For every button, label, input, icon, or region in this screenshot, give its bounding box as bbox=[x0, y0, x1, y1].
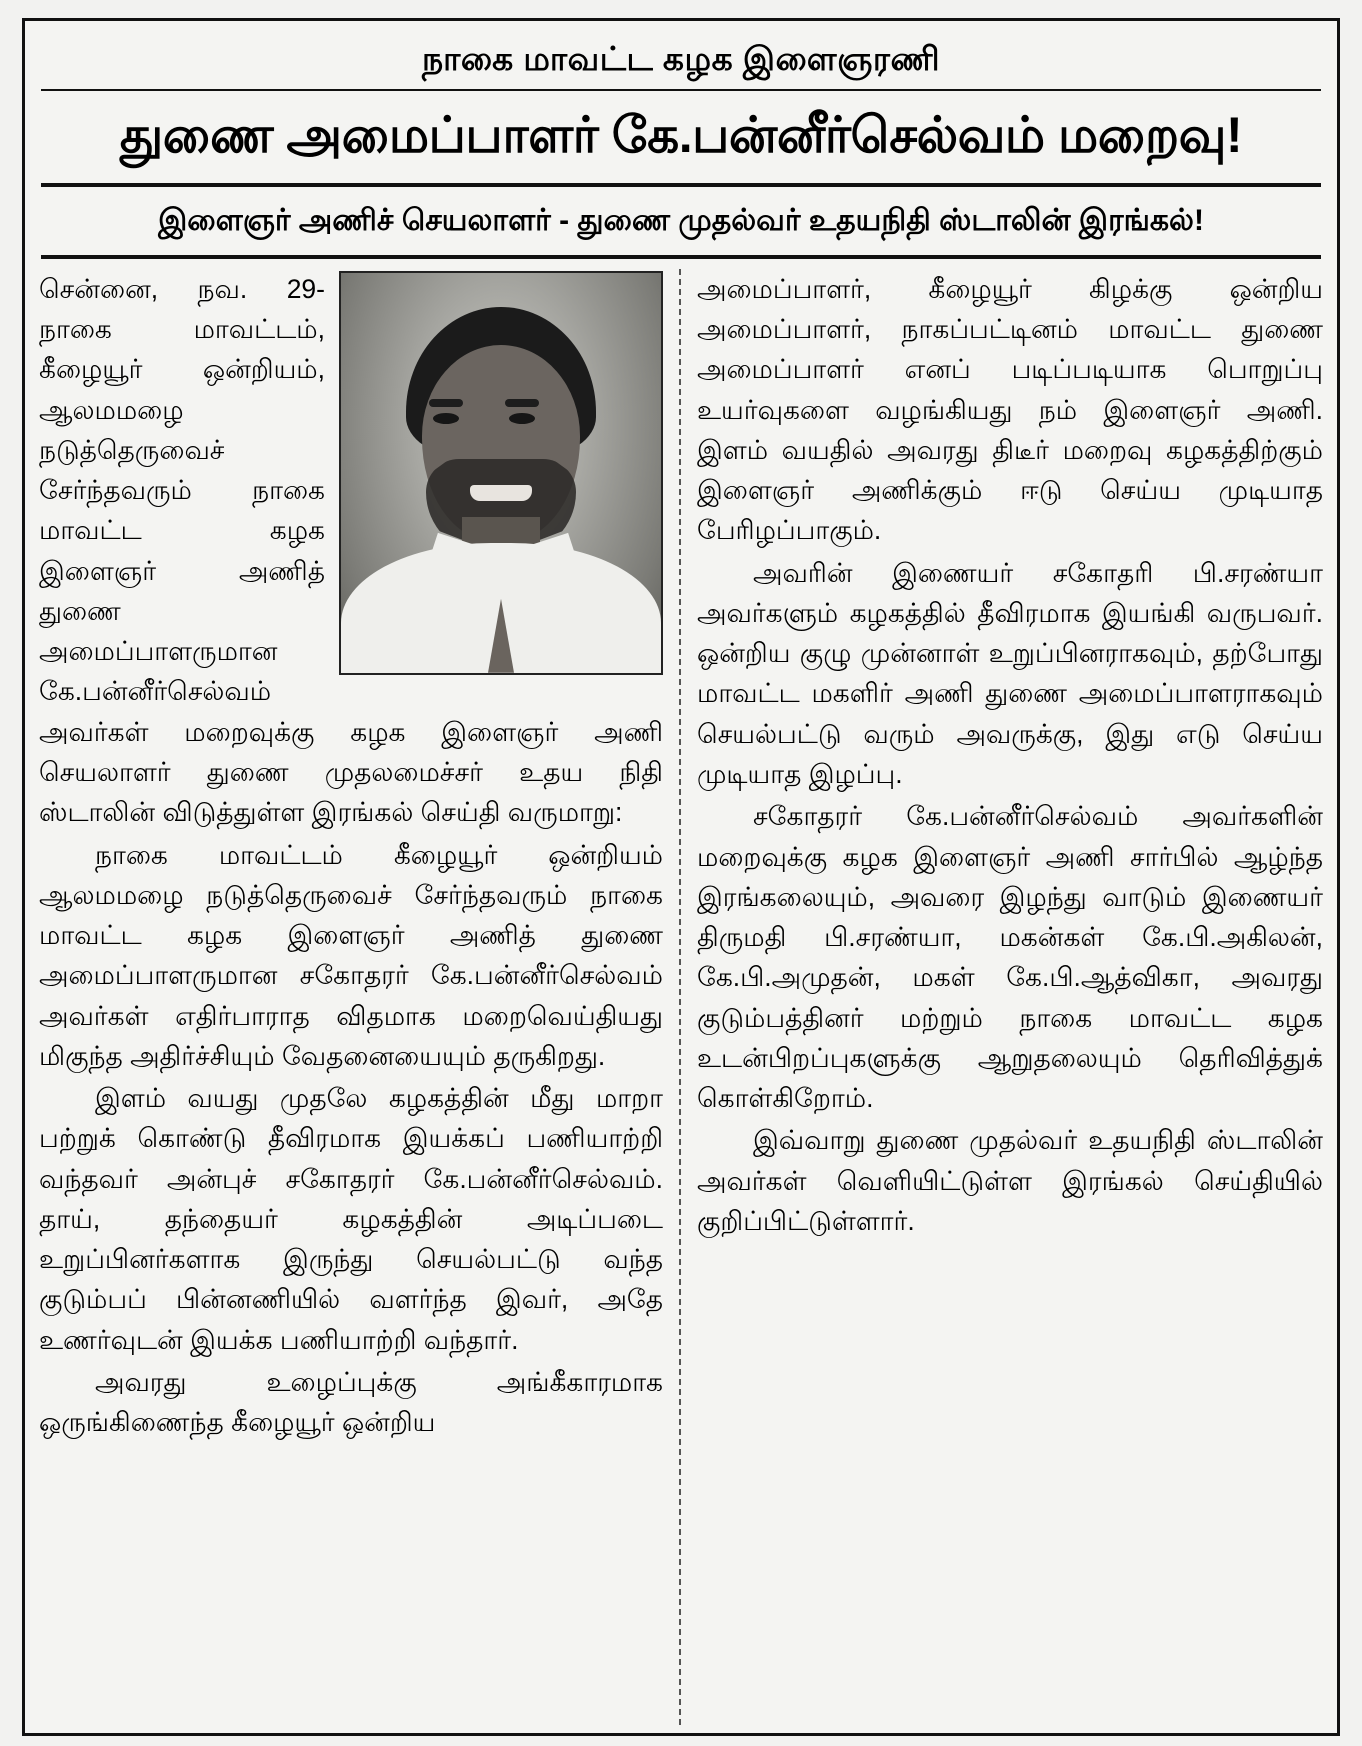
photo-brow-left bbox=[429, 399, 463, 407]
photo-eye-left bbox=[433, 413, 459, 424]
photo-brow-right bbox=[505, 399, 539, 407]
article-headline: துணை அமைப்பாளர் கே.பன்னீர்செல்வம் மறைவு! bbox=[119, 107, 1243, 164]
divider-subhead bbox=[41, 255, 1321, 259]
paragraph: இவ்வாறு துணை முதல்வர் உதயநிதி ஸ்டாலின் அவர்கள் வெளியிட்டுள்ள இரங்கல் செய்தியில் குறிப்பிட்டுள்ளார். bbox=[697, 1125, 1323, 1236]
paragraph: சென்னை, நவ. 29- நாகை மாவட்டம், கீழையூர் ஒன்றியம், ஆலமமழை நடுத்தெருவைச் சேர்ந்தவரும் நாகை மாவட்ட கழக இளைஞர் அணித் துணை அமைப்பாளருமான கே.பன்னீர்செல்வம் அவர்கள் மறைவுக்கு கழக இளைஞர் அணி செயலாளர் துணை முதலமைச்சர் உதய நிதி ஸ்டாலின் விடுத்துள்ள இரங்கல் செய்தி வருமாறு: bbox=[39, 273, 663, 828]
right-column bbox=[681, 269, 1323, 1725]
left-column bbox=[39, 269, 681, 1725]
article-subheadline: இளைஞர் அணிச் செயலாளர் - துணை முதல்வர் உதயநிதி ஸ்டாலின் இரங்கல்! bbox=[158, 203, 1204, 237]
paragraph: அமைப்பாளர், கீழையூர் கிழக்கு ஒன்றிய அமைப்பாளர், நாகப்பட்டினம் மாவட்ட துணை அமைப்பாளர் எனப் படிப்படியாக பொறுப்பு உயர்வுகளை வழங்கியது நம் இளைஞர் அணி. இளம் வயதில் அவரது திடீர் மறைவு கழகத்திற்கும் இளைஞர் அணிக்கும் ஈடு செய்ய முடியாத பேரிழப்பாகும். bbox=[697, 273, 1323, 546]
article-container bbox=[22, 18, 1340, 1736]
article-body bbox=[39, 269, 1323, 1725]
photo-mouth bbox=[470, 485, 532, 501]
portrait-photo bbox=[339, 271, 663, 675]
paragraph: இளம் வயது முதலே கழகத்தின் மீது மாறா பற்றுக் கொண்டு தீவிரமாக இயக்கப் பணியாற்றி வந்தவர் அன்புச் சகோதரர் கே.பன்னீர்செல்வம். தாய், தந்தையர் கழகத்தின் அடிப்படை உறுப்பினர்களாக இருந்து செயல்பட்டு வந்த குடும்பப் பின்னணியில் வளர்ந்த இவர், அதே உணர்வுடன் இயக்க பணியாற்றி வந்தார். bbox=[39, 1083, 663, 1355]
paragraph: சகோதரர் கே.பன்னீர்செல்வம் அவர்களின் மறைவுக்கு கழக இளைஞர் அணி சார்பில் ஆழ்ந்த இரங்கலையும், அவரை இழந்து வாடும் இணையர் திருமதி பி.சரண்யா, மகன்கள் கே.பி.அகிலன், கே.பி.அமுதன், மகள் கே.பி.ஆத்விகா, அவரது குடும்பத்தினர் மற்றும் நாகை மாவட்ட கழக உடன்பிறப்புகளுக்கு ஆறுதலையும் தெரிவித்துக் கொள்கிறோம். bbox=[697, 801, 1323, 1114]
article-kicker: நாகை மாவட்ட கழக இளைஞரணி bbox=[421, 40, 941, 77]
paragraph: நாகை மாவட்டம் கீழையூர் ஒன்றியம் ஆலமமழை நடுத்தெருவைச் சேர்ந்தவரும் நாகை மாவட்ட கழக இளைஞர் அணித் துணை அமைப்பாளருமான சகோதரர் கே.பன்னீர்செல்வம் அவர்கள் எதிர்பாராத விதமாக மறைவெய்தியது மிகுந்த அதிர்ச்சியும் வேதனையையும் தருகிறது. bbox=[39, 839, 663, 1071]
paragraph: அவரின் இணையர் சகோதரி பி.சரண்யா அவர்களும் கழகத்தில் தீவிரமாக இயங்கி வருபவர். ஒன்றிய குழு முன்னாள் உறுப்பினராகவும், தற்போது மாவட்ட மகளிர் அணி துணை அமைப்பாளராகவும் செயல்பட்டு வரும் அவருக்கு, இது எடு செய்ய முடியாத இழப்பு. bbox=[697, 557, 1323, 789]
photo-eye-right bbox=[509, 413, 535, 424]
paragraph: அவரது உழைப்புக்கு அங்கீகாரமாக ஒருங்கிணைந்த கீழையூர் ஒன்றிய bbox=[39, 1366, 663, 1438]
